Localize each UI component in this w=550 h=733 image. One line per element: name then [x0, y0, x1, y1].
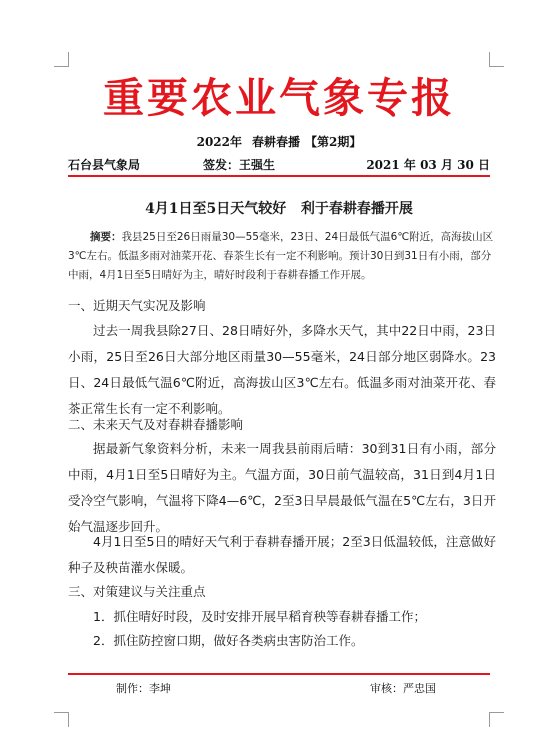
maker-credit: 制作：李坤	[116, 682, 171, 695]
section-3-item-1: 1．抓住晴好时段，及时安排开展早稻育秧等春耕春播工作；	[93, 609, 426, 624]
abstract-label: 摘要：	[90, 231, 122, 243]
masthead-title: 重要农业气象专报	[103, 74, 455, 122]
issuing-organization: 石台县气象局	[68, 158, 141, 172]
footer	[68, 680, 490, 698]
section-2-paragraph-2: 4月1日至5日的晴好天气利于春耕春播开展；2至3日低温较低，注意做好种子及秧苗灌水保暖。	[68, 534, 496, 575]
footer-divider	[68, 673, 490, 675]
abstract-text: 我县25日至26日雨量30—55毫米，23日、24日最低气温6℃附近，高海拔山区3℃左右。低温多雨对油菜开花、春茶生长有一定不利影响。预计30日到31日有小雨，部分中雨，4月1日至5日晴好为主，晴好时段利于春耕春播工作开展。	[68, 231, 494, 281]
section-heading-3: 三、对策建议与关注重点	[68, 584, 206, 599]
issue-year: 2022年	[196, 135, 243, 149]
section-2-paragraph-1: 据最新气象资料分析，未来一周我县前雨后晴：30到31日有小雨，部分中雨，4月1日至5日晴好为主。气温方面，30日前气温较高，31日到4月1日受冷空气影响，气温将下降4—6℃，2至3日早晨最低气温在5℃左右，3日开始气温逐步回升。	[68, 441, 496, 534]
issue-number: 【第2期】	[305, 135, 362, 149]
crop-mark-bottom-right	[489, 712, 504, 727]
abstract	[68, 228, 496, 285]
section-1-paragraph-1: 过去一周我县除27日、28日晴好外，多降水天气，其中22日中雨，23日小雨，25日至26日大部分地区雨量30—55毫米，24日部分地区弱降水。23日、24日最低气温6℃附近，高海拔山区3℃左右。低温多雨对油菜开花、春茶正常生长有一定不利影响。	[68, 323, 496, 416]
section-heading-1: 一、近期天气实况及影响	[68, 298, 206, 313]
meta-row	[68, 156, 490, 172]
issue-date: 2021 年 03 月 30 日	[366, 158, 490, 172]
crop-mark-top-left	[54, 52, 69, 67]
crop-mark-top-right	[489, 52, 504, 67]
signer: 签发：王强生	[203, 158, 276, 172]
crop-mark-bottom-left	[54, 712, 69, 727]
header-divider	[68, 175, 490, 177]
issue-line	[68, 133, 490, 150]
issue-series: 春耕春播	[252, 135, 301, 149]
headline: 4月1日至5日天气较好 利于春耕春播开展	[145, 201, 413, 217]
section-3-item-2: 2．抓住防控窗口期，做好各类病虫害防治工作。	[93, 633, 364, 648]
checker-credit: 审核：严忠国	[370, 682, 436, 695]
section-heading-2: 二、未来天气及对春耕春播影响	[68, 417, 244, 432]
